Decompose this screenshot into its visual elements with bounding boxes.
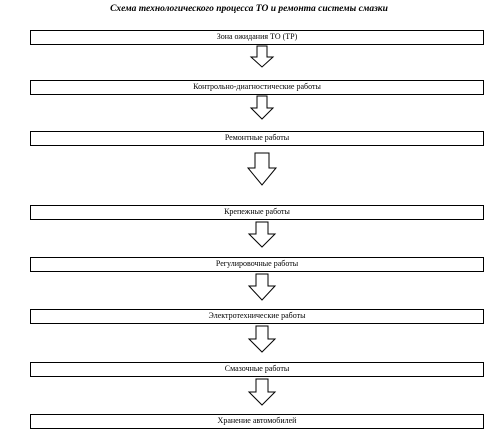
down-arrow-icon — [251, 46, 273, 67]
down-arrow-icon — [249, 379, 275, 405]
step-box-fastening: Крепежные работы — [30, 205, 484, 220]
step-box-adjustment: Регулировочные работы — [30, 257, 484, 272]
step-box-diagnostics: Контрольно-диагностические работы — [30, 80, 484, 95]
step-box-lubrication: Смазочные работы — [30, 362, 484, 377]
step-box-electrical: Электротехнические работы — [30, 309, 484, 324]
down-arrow-icon — [249, 274, 275, 300]
step-box-repair: Ремонтные работы — [30, 131, 484, 146]
step-box-waiting-zone: Зона ожидания ТО (ТР) — [30, 30, 484, 45]
diagram-title: Схема технологического процесса ТО и ремонта системы смазки — [110, 4, 388, 14]
step-box-storage: Хранение автомобилей — [30, 414, 484, 429]
down-arrow-icon — [251, 96, 273, 119]
down-arrow-icon — [248, 153, 276, 185]
down-arrow-icon — [249, 326, 275, 352]
down-arrow-icon — [249, 222, 275, 247]
